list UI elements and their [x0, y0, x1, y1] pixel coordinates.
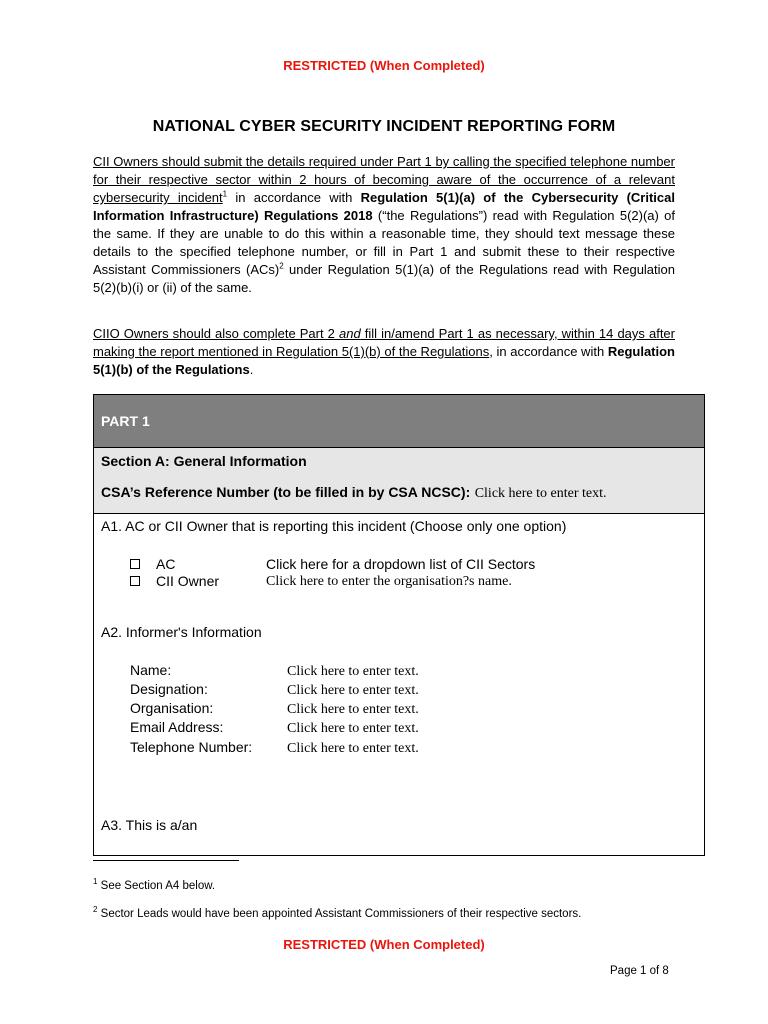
telephone-field[interactable]: Click here to enter text. — [287, 741, 419, 756]
intro-p1-text-3: under Regulation 5(1)(a) of the Regulations read with Regulation 5(2)(b)(i) or (ii) of the same. — [93, 262, 675, 295]
footnote-2-text: Sector Leads would have been appointed Assistant Commissioners of their respective sectors. — [97, 908, 582, 920]
name-label: Name: — [130, 662, 172, 678]
intro-p2-underlined-1: CIIO Owners should also complete Part 2 — [93, 326, 339, 341]
section-a-header — [94, 448, 704, 514]
page-number: Page 1 of 8 — [610, 965, 669, 977]
cii-owner-checkbox[interactable] — [130, 576, 140, 586]
name-field[interactable]: Click here to enter text. — [287, 664, 419, 679]
organisation-field[interactable]: Click here to enter text. — [287, 702, 419, 717]
classification-footer: RESTRICTED (When Completed) — [283, 937, 485, 952]
footnote-ref-1: 1 — [222, 189, 228, 199]
part1-header — [94, 395, 704, 448]
intro-paragraph-2 — [93, 325, 675, 379]
telephone-label: Telephone Number: — [130, 739, 253, 755]
reference-number-label: CSA’s Reference Number (to be filled in by CSA NCSC): — [101, 484, 471, 500]
email-field[interactable]: Click here to enter text. — [287, 721, 419, 736]
intro-paragraph-1 — [93, 153, 675, 297]
designation-field[interactable]: Click here to enter text. — [287, 683, 419, 698]
intro-p1-underlined: CII Owners should submit the details required under Part 1 by calling the specified telephone number for their respective sector within 2 hours of becoming aware of the occurrence of a relevant cybersecurity incident — [93, 154, 675, 205]
intro-p2-underlined-2: fill in/amend Part 1 as necessary, within 14 days after making the report mentioned in Regulation 5(1)(b) of the Regulations — [93, 326, 675, 359]
intro-p2-underlined-italic: and — [338, 326, 361, 341]
intro-p1-text-1: in accordance with — [227, 190, 361, 205]
cii-sector-dropdown[interactable]: Click here for a dropdown list of CII Sectors — [266, 556, 536, 572]
organisation-label: Organisation: — [130, 700, 214, 716]
intro-p2-text-1: , in accordance with — [489, 344, 608, 359]
part1-form — [93, 394, 705, 856]
option-cii-owner[interactable] — [130, 573, 219, 589]
footnote-ref-2: 2 — [279, 261, 284, 271]
intro-p2-regulation: Regulation 5(1)(b) of the Regulations — [93, 344, 675, 377]
designation-label: Designation: — [130, 681, 208, 697]
option-ac-label: AC — [156, 556, 176, 572]
footnote-separator — [93, 860, 239, 861]
footnote-1 — [93, 877, 216, 892]
option-ac[interactable] — [130, 556, 175, 572]
part1-label: PART 1 — [101, 413, 150, 429]
organisation-name-field[interactable]: Click here to enter the organisation?s name. — [266, 574, 512, 589]
ac-checkbox[interactable] — [130, 559, 140, 569]
reference-number-field[interactable]: Click here to enter text. — [474, 486, 607, 501]
option-cii-owner-label: CII Owner — [156, 573, 220, 589]
footnote-2 — [93, 905, 582, 920]
a3-question: A3. This is a/an — [101, 817, 198, 833]
intro-p2-text-2: . — [249, 362, 254, 377]
form-title: NATIONAL CYBER SECURITY INCIDENT REPORTING FORM — [152, 118, 616, 135]
footnote-1-mark: 1 — [93, 877, 98, 887]
intro-p1-regulation: Regulation 5(1)(a) of the Cybersecurity (Critical Information Infrastructure) Regulations 2018 — [93, 190, 675, 223]
email-label: Email Address: — [130, 719, 224, 735]
classification-header: RESTRICTED (When Completed) — [283, 58, 485, 73]
a2-question: A2. Informer's Information — [101, 624, 262, 640]
intro-p1-text-2: (“the Regulations”) read with Regulation 5(2)(a) of the same. If they are unable to do this within a reasonable time, they should text message these details to the specified telephone number, or fill in Part 1 and submit these to their respective Assistant Commissioners (ACs) — [93, 208, 675, 277]
section-a-title: Section A: General Information — [101, 453, 307, 469]
a1-question: A1. AC or CII Owner that is reporting this incident (Choose only one option) — [101, 518, 567, 534]
footnote-2-mark: 2 — [93, 905, 98, 915]
footnote-1-text: See Section A4 below. — [97, 880, 216, 892]
reference-number-row — [101, 484, 607, 502]
